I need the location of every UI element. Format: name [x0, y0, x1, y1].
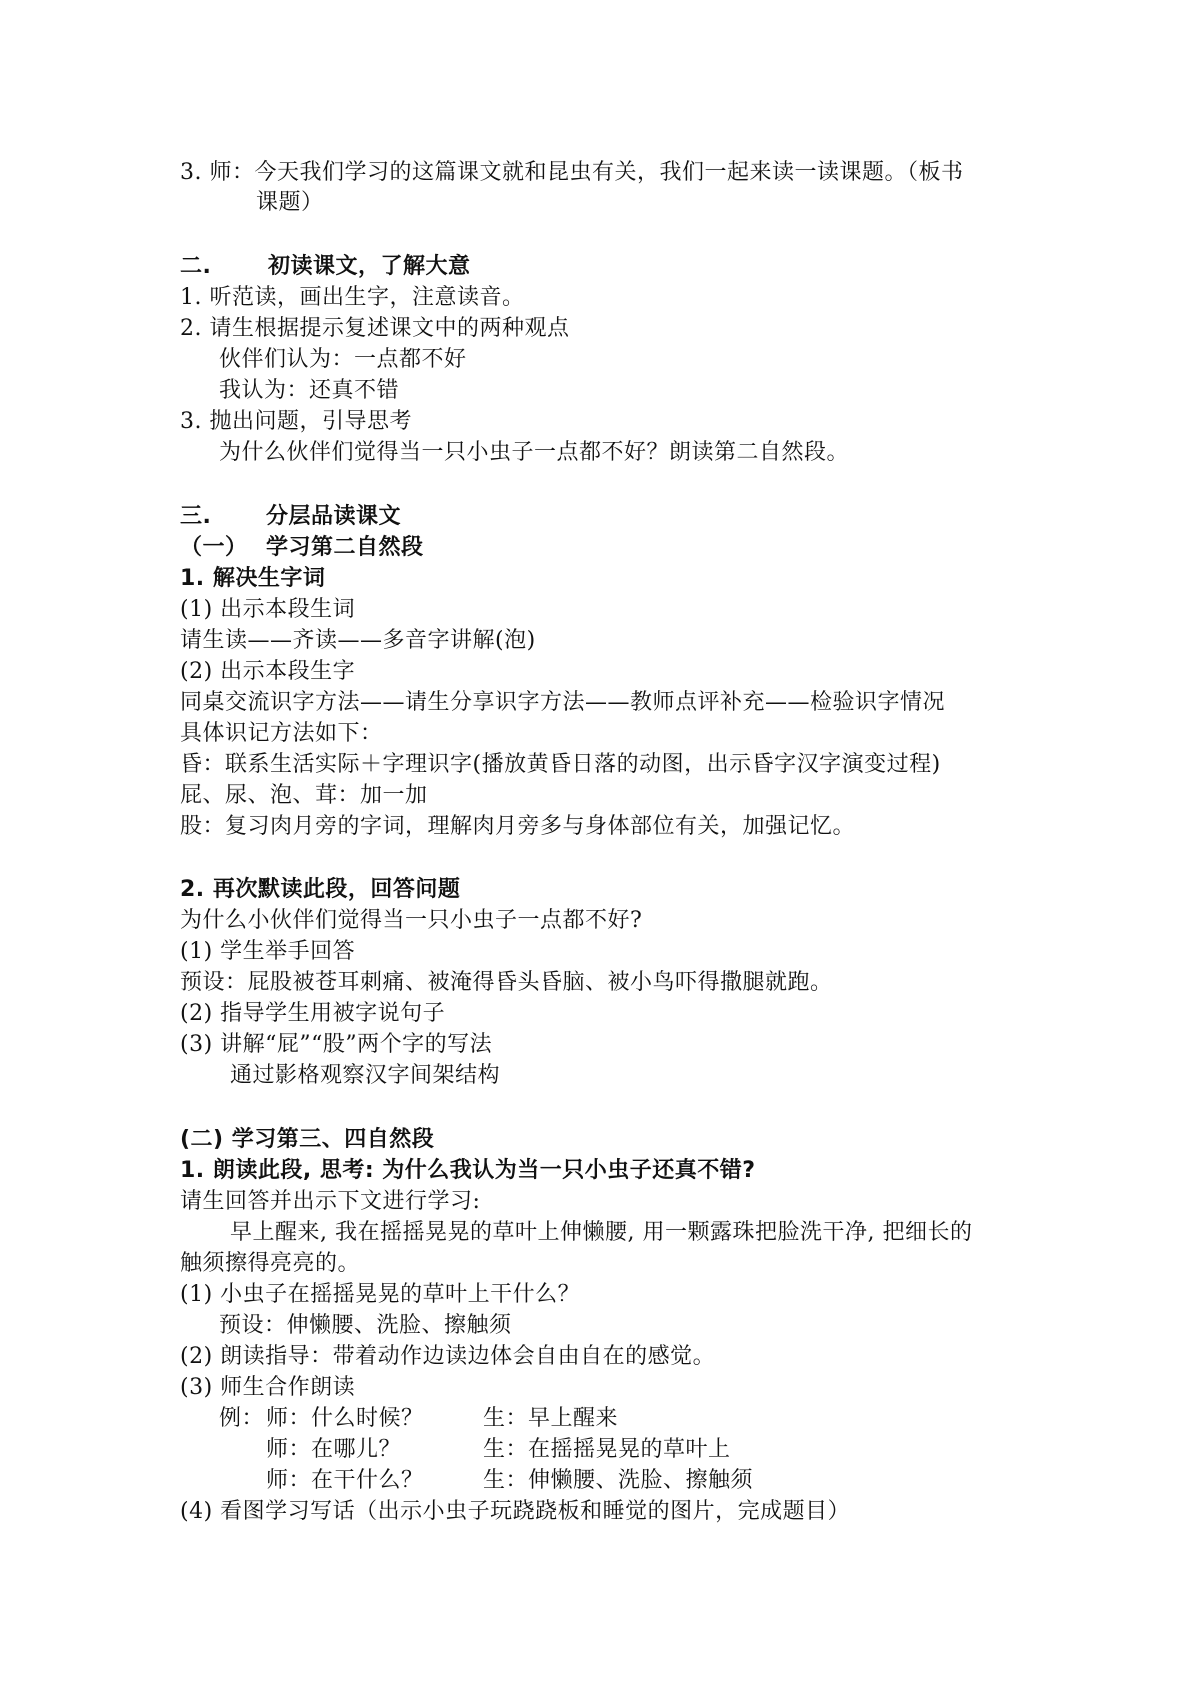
paragraph-line: (1) 出示本段生词: [180, 597, 356, 622]
paragraph-line: 昏：联系生活实际＋字理识字(播放黄昏日落的动图，出示昏字汉字演变过程): [180, 752, 941, 777]
list-item: 伙伴们认为：一点都不好: [219, 347, 467, 372]
list-item: 我认为：还真不错: [219, 378, 400, 403]
section-heading: 分层品读课文: [266, 504, 402, 529]
list-item: (3) 师生合作朗读: [180, 1375, 356, 1400]
paragraph-line: (1) 学生举手回答: [180, 939, 356, 964]
paragraph-line: 3. 师：今天我们学习的这篇课文就和昆虫有关，我们一起来读一读课题。（板书: [180, 160, 964, 185]
paragraph-line: (2) 指导学生用被字说句子: [180, 1001, 446, 1026]
quote-line: 触须擦得亮亮的。: [180, 1251, 361, 1276]
dialog-student: 生：在摇摇晃晃的草叶上: [483, 1437, 731, 1462]
list-item: 1. 听范读，画出生字，注意读音。: [180, 285, 525, 310]
dialog-student: 生：早上醒来: [483, 1406, 619, 1431]
list-item: 预设：伸懒腰、洗脸、擦触须: [219, 1313, 512, 1338]
section-heading: 初读课文，了解大意: [268, 254, 471, 279]
paragraph-line: 具体识记方法如下：: [180, 721, 383, 746]
list-item: (2) 朗读指导：带着动作边读边体会自由自在的感觉。: [180, 1344, 716, 1369]
section-heading-number: 二.: [180, 254, 212, 279]
point-title: 2. 再次默读此段，回答问题: [180, 877, 461, 902]
dialog-teacher: 师：什么时候？: [266, 1406, 424, 1431]
subsection-heading: (二) 学习第三、四自然段: [180, 1127, 435, 1152]
list-item: (1) 小虫子在摇摇晃晃的草叶上干什么？: [180, 1282, 581, 1307]
paragraph-line: 屁、尿、泡、茸：加一加: [180, 783, 428, 808]
dialog-teacher: 师：在干什么？: [266, 1468, 424, 1493]
quote-line: 早上醒来, 我在摇摇晃晃的草叶上伸懒腰, 用一颗露珠把脸洗干净, 把细长的: [230, 1220, 973, 1245]
list-item: 3. 抛出问题，引导思考: [180, 409, 412, 434]
paragraph-line: 预设：屁股被苍耳刺痛、被淹得昏头昏脑、被小鸟吓得撒腿就跑。: [180, 970, 833, 995]
paragraph-line: 通过影格观察汉字间架结构: [230, 1063, 501, 1088]
dialog-prefix: 例：: [219, 1406, 265, 1431]
dialog-student: 生：伸懒腰、洗脸、擦触须: [483, 1468, 754, 1493]
paragraph-line: (3) 讲解“屁”“股”两个字的写法: [180, 1032, 493, 1057]
paragraph-line: 为什么小伙伴们觉得当一只小虫子一点都不好?: [180, 908, 643, 933]
list-item: 为什么伙伴们觉得当一只小虫子一点都不好？朗读第二自然段。: [219, 440, 850, 465]
paragraph-line: 课题）: [256, 190, 324, 215]
paragraph-line: 请生读——齐读——多音字讲解(泡): [180, 628, 536, 653]
paragraph-line: 同桌交流识字方法——请生分享识字方法——教师点评补充——检验识字情况: [180, 690, 946, 715]
dialog-teacher: 师：在哪儿？: [266, 1437, 402, 1462]
subsection-number: （一）: [180, 535, 248, 560]
point-title: 1. 朗读此段, 思考: 为什么我认为当一只小虫子还真不错?: [180, 1158, 756, 1183]
list-item: (4) 看图学习写话（出示小虫子玩跷跷板和睡觉的图片，完成题目）: [180, 1499, 851, 1524]
paragraph-line: 请生回答并出示下文进行学习:: [180, 1189, 481, 1214]
paragraph-line: 股：复习肉月旁的字词，理解肉月旁多与身体部位有关，加强记忆。: [180, 814, 856, 839]
list-item: 2. 请生根据提示复述课文中的两种观点: [180, 316, 570, 341]
point-title: 1. 解决生字词: [180, 566, 326, 591]
subsection-heading: 学习第二自然段: [266, 535, 424, 560]
paragraph-line: (2) 出示本段生字: [180, 659, 356, 684]
section-heading-number: 三.: [180, 504, 212, 529]
